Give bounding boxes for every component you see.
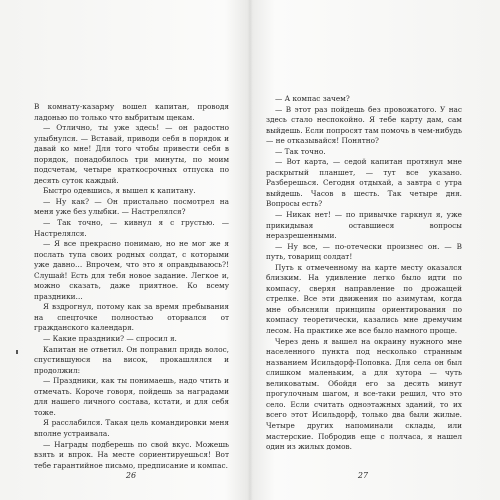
page-number: 27 [357,471,369,480]
page-number: 26 [125,471,137,480]
left-page-text [34,102,229,471]
left-paragraph: В комнату-казарму вошел капитан, проводя ладонью по только что выбритым щекам. [34,102,229,122]
left-paragraph: — Отлично, ты уже здесь! — он радостно улыбнулся. — Вставай, приводи себя в порядок и давай ко мне! Для того чтобы привести себя в порядок, понадобилось три минуты, по моим подсчетам, четыре краткосрочных отпуска по десять суток каждый. [34,123,229,185]
left-paragraph: Я вздрогнул, потому как за время пребывания на спецточке полностью оторвался от гражданского календаря. [34,302,229,333]
right-paragraph: Через день я вышел на окраину нужного мне населенного пункта под несколько странным названием Исильдорф-Поповка. Для села он был слишком маленьким, а для хутора — чуть великоватым. Обойдя его за десять минут прогулочным шагом, я все-таки решил, что это село. Если считать одноэтажных зданий, то их всего этот Исильдорф, только два были жилые. Четыре других напоминали склады, или мастерские. Побродив еще с полчаса, я нашел один из жилых домов. [266,336,462,452]
left-paragraph: Капитан не ответил. Он поправил прядь волос, спустившуюся на висок, прокашлялся и продолжил: [34,344,229,375]
left-paragraph: — Так точно, — кивнул я с грустью. — Настрелялся. [34,218,229,238]
right-page [250,0,500,500]
right-paragraph: — В этот раз пойдешь без провожатого. У нас здесь стало неспокойно. Я тебе карту дам, сам выйдешь. Если попросят там помочь в чем-нибудь — не отказывайся! Понятно? [266,104,462,146]
left-paragraph: — Ну как? — Он пристально посмотрел на меня уже без улыбки. — Настрелялся? [34,196,229,217]
left-paragraph: Быстро одевшись, я вышел к капитану. [43,186,196,196]
left-paragraph: — Я все прекрасно понимаю, но не мог же я послать тупа своих родных солдат, с которыми уже давно… Впрочем, что это я оправдываюсь?! Слушай! Есть для тебя новое задание. Легкое и, можно сказать, даже приятное. Ко всему праздники… [34,239,229,301]
right-paragraph: — Ну все, — по-отечески произнес он. — В путь, товарищ солдат! [266,241,462,262]
left-paragraph: — Какие праздники? — спросил я. [43,334,177,344]
right-paragraph: Путь к отмеченному на карте месту оказался близким. На удивление легко было идти по компасу, сверяя направление по дрожащей стрелке. Все эти движения по азимутам, когда мне объясняли принципы ориентирования по компасу теоретически, казались мне дремучим лесом. На практике же все было намного проще. [266,262,462,336]
left-paragraph: Я расслабился. Такая цель командировки меня вполне устраивала. [34,418,229,438]
right-paragraph: — А компас зачем? [275,94,350,103]
left-paragraph: — Награды подберешь по свой вкус. Можешь взять и впрок. На месте сориентируешься! Вот тебе гарантийное письмо, предписание и компас. [34,439,229,470]
right-paragraph: — Так точно. [275,146,326,156]
right-paragraph: — Никак нет! — по привычке гаркнул я, уже прикидывая оставшиеся вопросы неразрешенными. [266,210,462,241]
left-paragraph: — Праздники, как ты понимаешь, надо чтить и отмечать. Короче говоря, пойдешь за наградами для нашего личного состава, кстати, и для себя тоже. [34,376,229,417]
right-paragraph: — Вот карта, — седой капитан протянул мне раскрытый планшет, — тут все указано. Разберешься. Сегодня отдыхай, а завтра с утра выйдешь. Часов в шесть. Так четыре дня. Вопросы есть? [266,157,462,209]
right-page-text [266,94,462,453]
